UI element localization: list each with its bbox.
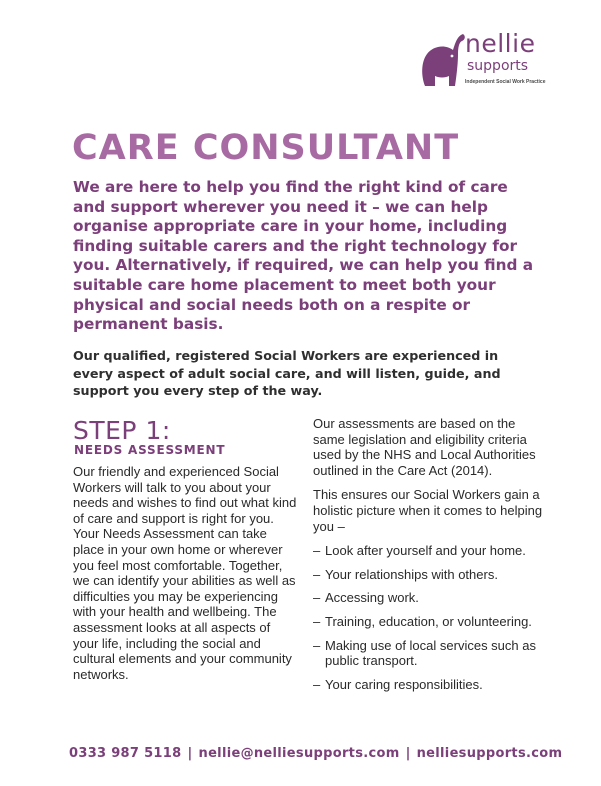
list-item-text: Training, education, or volunteering.: [325, 613, 532, 629]
list-item: – Your caring responsibilities.: [313, 676, 483, 692]
list-item-text: Making use of local services such as public transport.: [325, 637, 536, 669]
logo-tagline: Independent Social Work Practice: [465, 79, 546, 85]
list-item-text: Your relationships with others.: [325, 566, 498, 582]
list-item: – Making use of local services such as public transport.: [313, 637, 536, 669]
list-item-text: Look after yourself and your home.: [325, 543, 526, 559]
list-item: – Look after yourself and your home.: [313, 543, 526, 559]
logo-name-supports: supports: [467, 58, 529, 74]
list-item: – Your relationships with others.: [313, 566, 498, 582]
help-list: [313, 543, 543, 692]
intro-paragraph: We are here to help you find the right kind of care and support wherever you need it – we can help organise appropriate care in your home, including finding suitable carers and the right technology for you. Alternatively, if required, we can help you find a suitable care home placement to meet both your physical and social needs both on a respite or permanent basis.: [73, 178, 534, 334]
footer-contact: [69, 746, 562, 761]
separator: |: [405, 746, 411, 761]
email-link[interactable]: nellie@nelliesupports.com: [198, 746, 400, 761]
qualified-paragraph: Our qualified, registered Social Workers are experienced in every aspect of adult social care, and will listen, guide, and support you every step of the way.: [73, 348, 501, 398]
page-title: CARE CONSULTANT: [72, 128, 460, 168]
list-item: – Training, education, or volunteering.: [313, 613, 532, 629]
step-subheading: NEEDS ASSESSMENT: [74, 443, 226, 457]
elephant-icon: [419, 28, 467, 90]
phone-link[interactable]: 0333 987 5118: [69, 746, 182, 761]
logo: [419, 28, 569, 90]
list-item: – Accessing work.: [313, 590, 419, 606]
step-heading: STEP 1:: [73, 416, 171, 445]
list-item-text: Accessing work.: [325, 590, 419, 606]
list-item-text: Your caring responsibilities.: [325, 676, 483, 692]
separator: |: [187, 746, 193, 761]
logo-name: nellie: [465, 29, 536, 58]
website-link[interactable]: nelliesupports.com: [416, 746, 563, 761]
needs-assessment-body: Our friendly and experienced Social Workers will talk to you about your needs and wishes to find out what kind of care and support is right for you. Your Needs Assessment can take place in your own home or wherever you feel most comfortable. Together, we can identify your abilities as well as difficulties you may be experiencing with your health and wellbeing. The assessment looks at all aspects of your life, including the social and cultural elements and your community networks.: [73, 464, 297, 682]
right-column: [313, 416, 543, 700]
holistic-paragraph: This ensures our Social Workers gain a holistic picture when it comes to helping you –: [313, 487, 543, 534]
assessment-basis-paragraph: Our assessments are based on the same legislation and eligibility criteria used by the NHS and Local Authorities outlined in the Care Act (2014).: [313, 416, 536, 478]
